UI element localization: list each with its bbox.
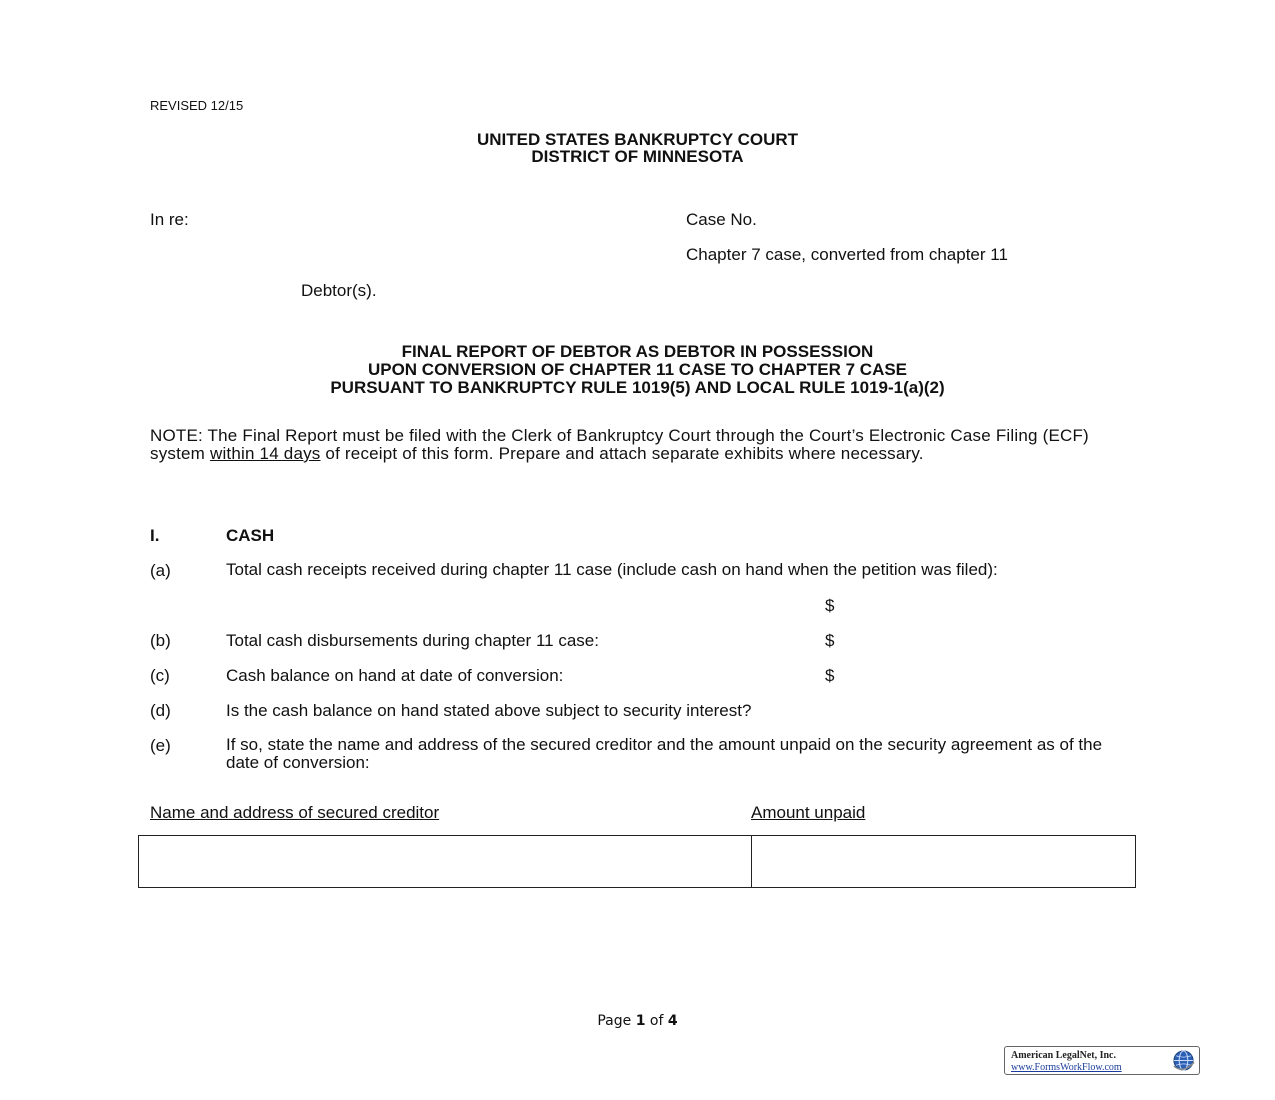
item-e-label: (e) [150,736,171,755]
publisher-logo [1004,1046,1200,1075]
court-district: DISTRICT OF MINNESOTA [531,147,744,166]
of-word: of [649,1013,664,1029]
page-word: Page [597,1013,632,1029]
chapter-label: Chapter 7 case, converted from chapter 11 [686,245,1008,264]
item-c-currency: $ [825,666,835,685]
filing-note [150,427,1130,463]
item-a-text: Total cash receipts received during chapter 11 case (include cash on hand when the petition was filed): [226,560,998,579]
item-b-label: (b) [150,631,171,650]
section-number: I. [150,526,160,545]
debtor-label: Debtor(s). [301,281,377,300]
item-e-text: If so, state the name and address of the secured creditor and the amount unpaid on the security agreement as of the date of conversion: [226,735,1103,772]
item-b-currency: $ [825,631,835,650]
note-text-after: of receipt of this form. Prepare and attach separate exhibits where necessary. [320,444,924,463]
note-deadline: within 14 days [209,444,321,463]
page-number [0,1013,1275,1029]
item-c-text: Cash balance on hand at date of conversion: [226,666,564,685]
page-current: 1 [635,1013,646,1029]
creditor-name-header: Name and address of secured creditor [150,803,440,822]
item-b-text: Total cash disbursements during chapter 11 case: [226,631,599,650]
item-a-label: (a) [150,561,171,580]
section-title: CASH [226,526,275,545]
report-title-line-1: FINAL REPORT OF DEBTOR AS DEBTOR IN POSSESSION [401,342,874,361]
item-a-currency: $ [825,596,835,615]
item-d-text: Is the cash balance on hand stated above subject to security interest? [226,701,752,720]
report-title-line-2: UPON CONVERSION OF CHAPTER 11 CASE TO CHAPTER 7 CASE [367,360,908,379]
item-d-label: (d) [150,701,171,720]
secured-creditor-table [138,835,1136,888]
amount-unpaid-header: Amount unpaid [751,803,866,822]
revised-date: REVISED 12/15 [150,98,244,113]
case-number-label: Case No. [686,210,757,229]
item-c-label: (c) [150,666,170,685]
amount-unpaid-cell[interactable] [751,836,1135,887]
report-title-line-3: PURSUANT TO BANKRUPTCY RULE 1019(5) AND LOCAL RULE 1019-1(a)(2) [330,378,945,397]
globe-icon [1172,1049,1195,1072]
in-re-label: In re: [150,210,189,229]
publisher-name: American LegalNet, Inc. [1011,1050,1116,1061]
court-name: UNITED STATES BANKRUPTCY COURT [476,130,799,149]
page-total: 4 [667,1013,678,1029]
publisher-url[interactable]: www.FormsWorkFlow.com [1011,1062,1122,1073]
creditor-name-cell[interactable] [139,836,752,887]
note-text-before: NOTE: The Final Report must be filed with the Clerk of Bankruptcy Court through the Court’s Electronic Case Filing (ECF) system [150,426,1089,463]
